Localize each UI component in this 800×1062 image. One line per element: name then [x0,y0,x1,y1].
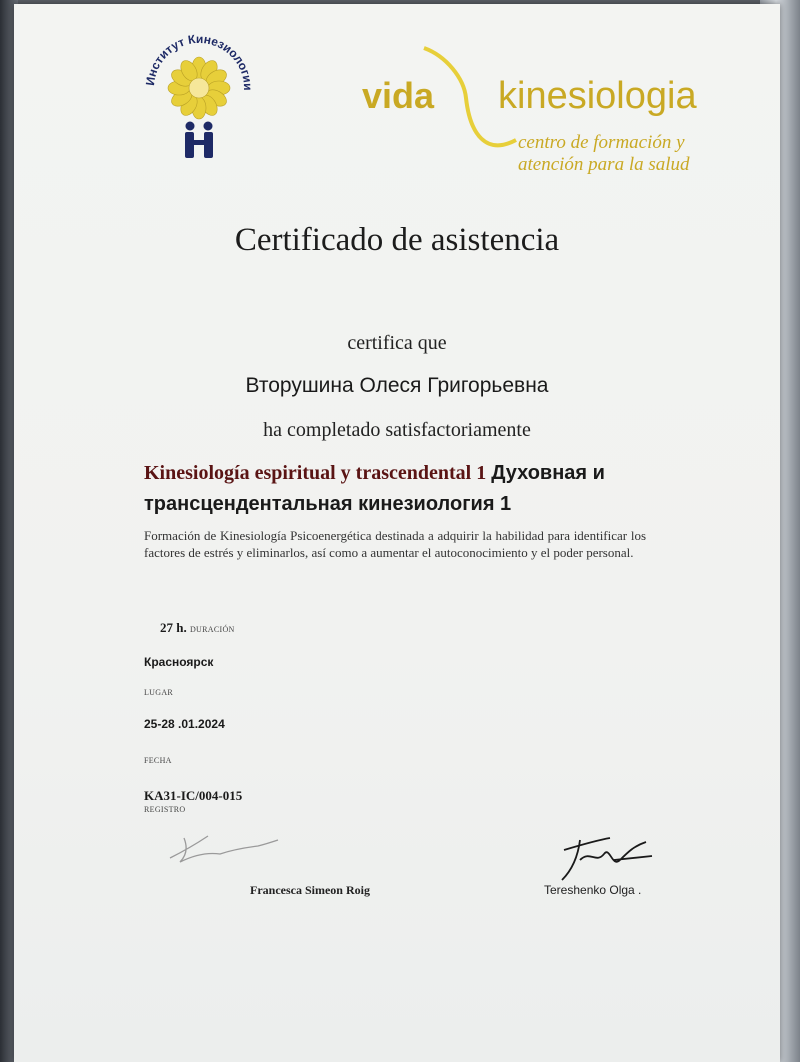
course-title-ru: Духовная и трансцендентальная кинезиология 1 [144,462,605,515]
certificate-sheet [14,4,780,1062]
registry-label: REGISTRO [144,805,186,814]
left-signature [162,824,282,874]
certificate-title: Certificado de asistencia [234,222,560,258]
place-value: Красноярск [144,655,214,669]
flower-icon [168,57,230,119]
institute-flower-logo [140,26,258,166]
brand-tagline-2: atención para la salud [518,154,690,175]
right-signer-name: Tereshenko Olga . [544,883,642,897]
duration-field [160,620,235,636]
brand-name-right: kinesiologia [498,75,697,117]
institute-ring-text: Институт Кинезиологии [142,31,256,91]
duration-label: DURACIÓN [189,625,235,634]
vida-kinesiologia-logo [346,44,766,184]
date-value: 25-28 .01.2024 [144,717,225,731]
brand-tagline-1: centro de formación y [518,132,685,153]
right-signature [554,830,664,886]
certifies-text: certifica que [347,332,447,354]
place-label: LUGAR [144,688,174,697]
course-title-es: Kinesiología espiritual y trascendental 1 [144,462,487,484]
duration-value: 27 h. [160,620,187,635]
completed-text: ha completado satisfactoriamente [263,419,531,441]
course-description: Formación de Kinesiología Psicoenergética destinada a adquirir la habilidad para identificar los factores de estrés y eliminarlos, así como a aumentar el autoconocimiento y el poder personal. [144,528,646,560]
registry-value: KA31-IC/004-015 [144,788,243,803]
brand-name-left: vida [362,75,435,116]
date-label: FECHA [144,756,172,765]
student-name: Вторушина Олеся Григорьевна [245,374,549,397]
left-signer-name: Francesca Simeon Roig [250,883,370,897]
course-title [144,458,684,520]
people-icon [185,122,213,159]
